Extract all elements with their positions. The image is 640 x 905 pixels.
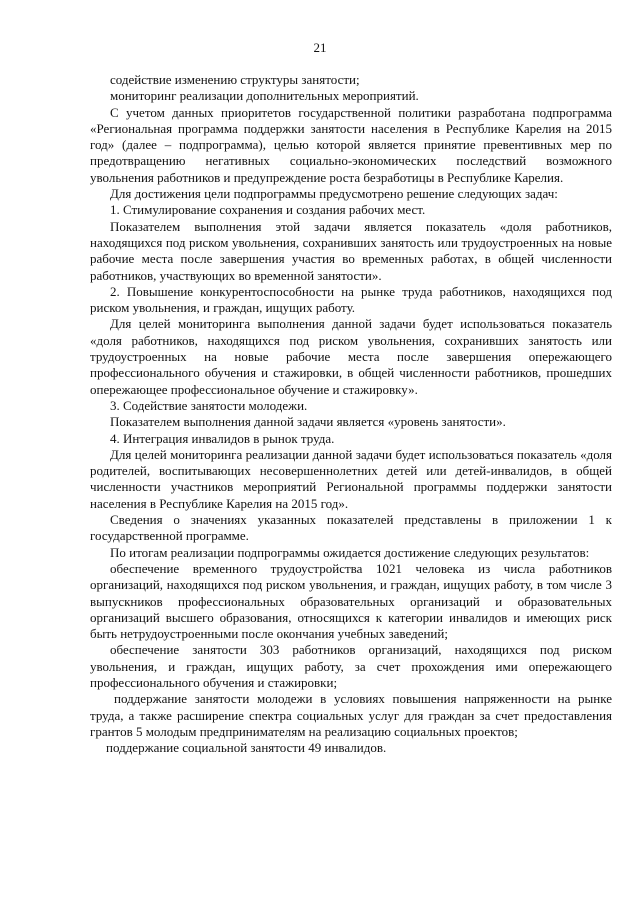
page-number: 21 (313, 40, 327, 55)
paragraph: По итогам реализации подпрограммы ожидается достижение следующих результатов: (110, 544, 590, 560)
paragraph: Для достижения цели подпрограммы предусмотрено решение следующих задач: (110, 186, 558, 202)
paragraph: Для целей мониторинга реализации данной задачи будет использоваться показатель «доля родителей, воспитывающих несовершеннолетних детей или детей-инвалидов, в общей численности участников мероприятий Региональной программы поддержки занятости населения в Республике Карелия на 2015 год». (90, 446, 612, 511)
paragraph: С учетом данных приоритетов государственной политики разработана подпрограмма «Региональная программа поддержки занятости населения в Республике Карелия на 2015 год» (далее – подпрограмма), целью которой является принятие превентивных мер по предотвращению негативных социально-экономических последствий возможного увольнения работников и предупреждение роста безработицы в Республике Карелия. (90, 104, 612, 185)
paragraph: содействие изменению структуры занятости; (110, 72, 360, 87)
paragraph: обеспечение временного трудоустройства 1021 человека из числа работников организаций, находящихся под риском увольнения, и граждан, ищущих работу, в том числе 3 выпускников профессиональных образовательных организаций и образовательных организаций высшего образования, относящихся к категории инвалидов и имеющих риск быть нетрудоустроенными после окончания учебных заведений; (90, 560, 612, 642)
paragraph: мониторинг реализации дополнительных мероприятий. (110, 88, 419, 104)
paragraph: обеспечение занятости 303 работников организаций, находящихся под риском увольнения, и граждан, ищущих работу, за счет прохождения ими опережающего профессионального обучения и стажировки; (90, 642, 612, 690)
paragraph: Сведения о значениях указанных показателей представлены в приложении 1 к государственной программе. (90, 512, 612, 544)
paragraph: Показателем выполнения этой задачи является показатель «доля работников, находящихся под риском увольнения, сохранивших занятость или трудоустроенных на новые рабочие места после завершения участия во временных работах, в общей численности работников, участвующих во временной занятости». (90, 218, 612, 283)
paragraph: 4. Интеграция инвалидов в рынок труда. (110, 430, 335, 446)
paragraph: 1. Стимулирование сохранения и создания рабочих мест. (110, 202, 426, 218)
document-body (90, 72, 612, 756)
paragraph: поддержание занятости молодежи в условиях повышения напряженности на рынке труда, а также расширение спектра социальных услуг для граждан за счет предоставления грантов 5 молодым предпринимателям на реализацию социальных проектов; (90, 691, 612, 739)
paragraph: 2. Повышение конкурентоспособности на рынке труда работников, находящихся под риском увольнения, и граждан, ищущих работу. (90, 283, 612, 316)
paragraph: 3. Содействие занятости молодежи. (110, 397, 308, 413)
paragraph: Для целей мониторинга выполнения данной задачи будет использоваться показатель «доля работников, находящихся под риском увольнения, сохранивших занятость или трудоустроенных на новые рабочие места после завершения опережающего профессионального обучения и стажировки, в общей численности работников, прошедших опережающее профессиональное обучение и стажировку». (90, 316, 612, 397)
paragraph: Показателем выполнения данной задачи является «уровень занятости». (110, 414, 506, 430)
paragraph: поддержание социальной занятости 49 инвалидов. (106, 740, 387, 756)
